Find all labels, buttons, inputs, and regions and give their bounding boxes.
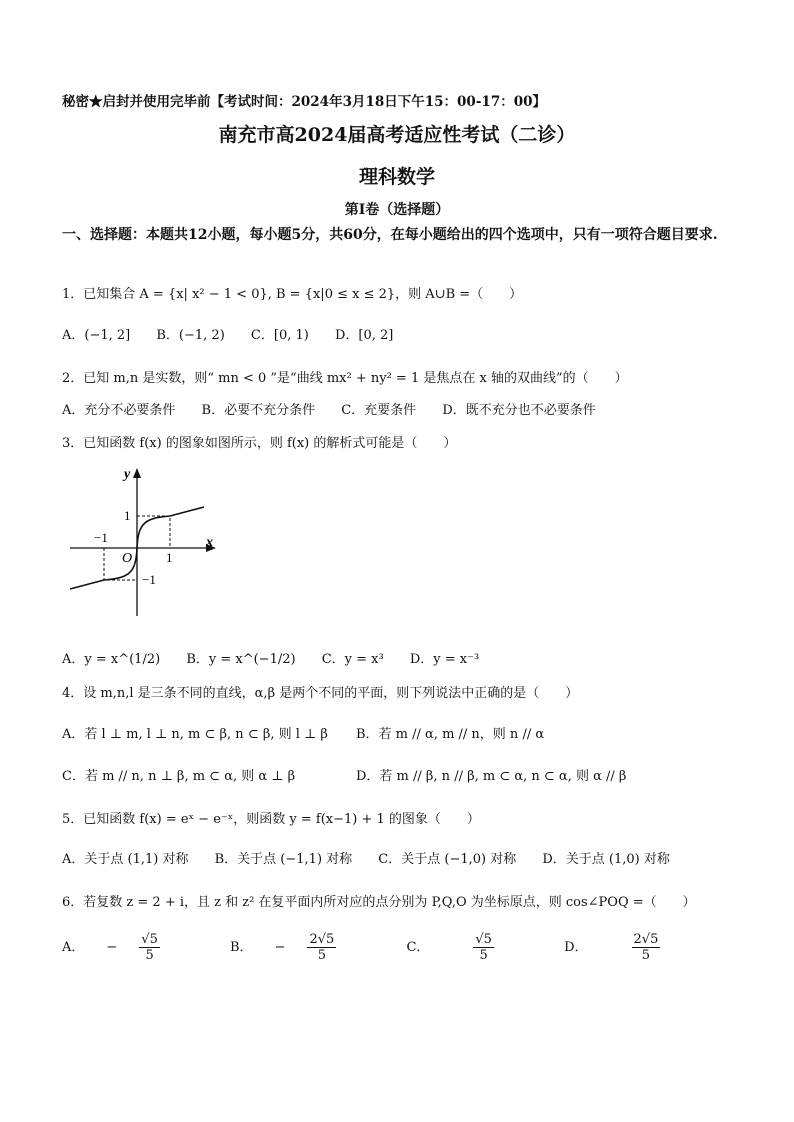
q1-option-b: B．(−1, 2) [156,328,225,343]
section-instruction: 一、选择题：本题共12小题，每小题5分，共60分，在每小题给出的四个选项中，只有一项符合题目要求. [62,227,718,243]
q4-option-d: D．若 m // β, n // β, m ⊂ α, n ⊂ α, 则 α // β [356,769,627,784]
q6-option-b [230,932,384,963]
question-1-options [62,324,415,343]
function-graph [66,462,226,622]
q2-option-a: A．充分不必要条件 [62,403,176,418]
q3-option-a: A．y = x^(1/2) [62,652,161,667]
q1-option-a: A．(−1, 2] [62,328,131,343]
question-2-options [62,399,618,418]
question-2-stem: 2．已知 m,n 是实数，则“ mn < 0 ”是“曲线 mx² + ny² = 1 是焦点在 x 轴的双曲线”的（ ） [62,371,628,386]
q4-option-a: A．若 l ⊥ m, l ⊥ n, m ⊂ β, n ⊂ β, 则 l ⊥ β [62,727,328,742]
q6-b-fraction: $\frac{2√5}{5}$ [309,932,335,963]
q5-option-c: C．关于点 (−1,0) 对称 [378,852,517,867]
q3-option-b: B．y = x^(−1/2) [186,652,296,667]
x-tick-neg1: −1 [94,530,108,545]
q5-option-a: A．关于点 (1,1) 对称 [62,852,189,867]
q6-d-label: D． [564,940,588,955]
question-5-stem: 5．已知函数 f(x) = eˣ − e⁻ˣ，则函数 y = f(x−1) + 1 的图象（ ） [62,812,480,827]
exam-title: 南充市高2024届高考适应性考试（二诊） [218,124,576,146]
q6-option-a [62,932,208,963]
x-axis-label: x [206,535,213,550]
origin-label: O [122,551,133,566]
question-5-options [62,848,692,867]
volume-title: 第Ⅰ卷（选择题） [344,202,450,218]
curve-positive-branch [137,507,204,548]
y-tick-1: 1 [124,508,131,523]
y-tick-neg1: −1 [142,572,156,587]
q2-option-d: D．既不充分也不必要条件 [442,403,596,418]
y-axis-label: y [124,467,131,482]
q3-option-c: C．y = x³ [321,652,384,667]
q6-b-sign: − [274,940,286,955]
y-axis-arrow [133,468,141,478]
dashed-guide-pos [137,516,170,548]
q4-option-b: B．若 m // α, m // n，则 n // α [356,727,545,742]
question-3-options [62,648,501,667]
question-6-stem: 6．若复数 z = 2 + i，且 z 和 z² 在复平面内所对应的点分别为 P,Q,O 为坐标原点，则 cos∠POQ =（ ） [62,895,696,910]
q6-a-label: A． [62,940,85,955]
q6-c-fraction: $\frac{√5}{5}$ [475,932,492,963]
q1-option-c: C．[0, 1) [250,328,309,343]
question-3-stem: 3．已知函数 f(x) 的图象如图所示，则 f(x) 的解析式可能是（ ） [62,436,457,451]
x-tick-1: 1 [166,550,173,565]
q5-option-b: B．关于点 (−1,1) 对称 [214,852,353,867]
question-4-stem: 4．设 m,n,l 是三条不同的直线，α,β 是两个不同的平面，则下列说法中正确的是（ ） [62,686,579,701]
q3-option-d: D．y = x⁻³ [409,652,480,667]
q2-option-c: C．充要条件 [341,403,417,418]
q6-b-label: B． [230,940,253,955]
q4-option-c: C．若 m // n, n ⊥ β, m ⊂ α, 则 α ⊥ β [62,769,296,784]
q2-option-b: B．必要不充分条件 [201,403,316,418]
subject-title: 理科数学 [358,166,435,188]
question-1-stem: 1．已知集合 A = {x| x² − 1 < 0}, B = {x|0 ≤ x ≤ 2}，则 A∪B =（ ） [62,287,523,302]
q6-option-d [564,932,704,963]
q6-a-sign: − [106,940,118,955]
question-6-options [62,932,726,963]
q6-option-c [406,932,542,963]
q6-d-fraction: $\frac{2√5}{5}$ [633,932,659,963]
q1-option-d: D．[0, 2] [334,328,394,343]
q6-c-label: C． [406,940,430,955]
q6-a-fraction: $\frac{√5}{5}$ [141,932,158,963]
q5-option-d: D．关于点 (1,0) 对称 [542,852,670,867]
confidential-line: 秘密★启封并使用完毕前【考试时间：2024年3月18日下午15：00-17：00】 [62,94,547,110]
